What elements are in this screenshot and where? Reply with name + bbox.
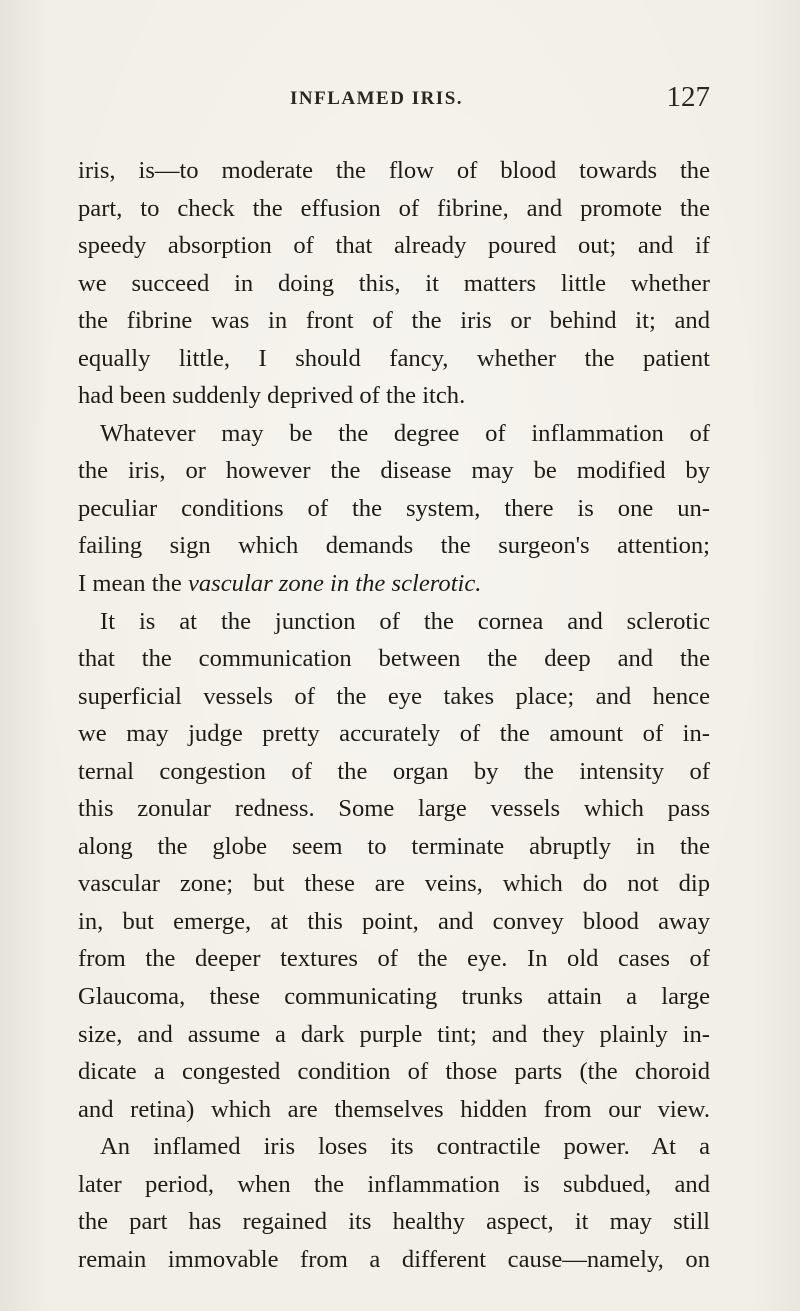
- text-line: vascular zone; but these are veins, which do not dip: [78, 870, 710, 898]
- italic-phrase: vascular zone in the sclerotic.: [187, 570, 482, 598]
- text-line: the iris, or however the disease may be modified by: [78, 457, 710, 485]
- text-line: iris, is—to moderate the flow of blood towards the: [78, 157, 710, 184]
- text-line: failing sign which demands the surgeon's attention;: [78, 532, 710, 560]
- text-line: from the deeper textures of the eye. In old cases of: [78, 945, 710, 973]
- text-line: speedy absorption of that already poured out; and if: [78, 232, 710, 260]
- text-line: the part has regained its healthy aspect, it may still: [78, 1208, 710, 1236]
- text-line: superficial vessels of the eye takes place; and hence: [78, 682, 710, 710]
- text-line: [78, 565, 710, 603]
- text-line: that the communication between the deep and the: [78, 645, 710, 673]
- text-line: the fibrine was in front of the iris or behind it; and: [78, 307, 710, 335]
- text-line: part, to check the effusion of fibrine, and promote the: [78, 194, 710, 222]
- page-header: [78, 81, 710, 120]
- text-line: ternal congestion of the organ by the intensity of: [78, 757, 710, 785]
- body-text: [78, 152, 710, 1278]
- text-line: later period, when the inflammation is subdued, and: [78, 1170, 710, 1198]
- text-line: equally little, I should fancy, whether the patient: [78, 344, 710, 372]
- text-line: An inflamed iris loses its contractile power. At a: [100, 1133, 710, 1161]
- text-line: in, but emerge, at this point, and convey blood away: [78, 907, 710, 935]
- text-line: we succeed in doing this, it matters little whether: [78, 269, 710, 297]
- text-line: dicate a congested condition of those parts (the choroid: [78, 1058, 710, 1086]
- page-number: 127: [666, 81, 710, 113]
- text-line: remain immovable from a different cause—namely, on: [78, 1245, 710, 1273]
- text-line: and retina) which are themselves hidden from our view.: [78, 1095, 710, 1123]
- text-line: along the globe seem to terminate abruptly in the: [78, 832, 710, 860]
- text-line: It is at the junction of the cornea and sclerotic: [100, 607, 710, 635]
- running-head: INFLAMED IRIS.: [290, 88, 464, 109]
- text-line: we may judge pretty accurately of the amount of in-: [78, 720, 710, 748]
- text-segment: I mean the: [78, 570, 182, 598]
- text-line: Whatever may be the degree of inflammation of: [100, 419, 710, 447]
- text-line: size, and assume a dark purple tint; and they plainly in-: [78, 1020, 710, 1048]
- text-line: Glaucoma, these communicating trunks attain a large: [78, 983, 710, 1011]
- text-line: had been suddenly deprived of the itch.: [78, 382, 466, 410]
- text-line: this zonular redness. Some large vessels which pass: [78, 795, 710, 823]
- text-line: peculiar conditions of the system, there is one un-: [78, 494, 710, 522]
